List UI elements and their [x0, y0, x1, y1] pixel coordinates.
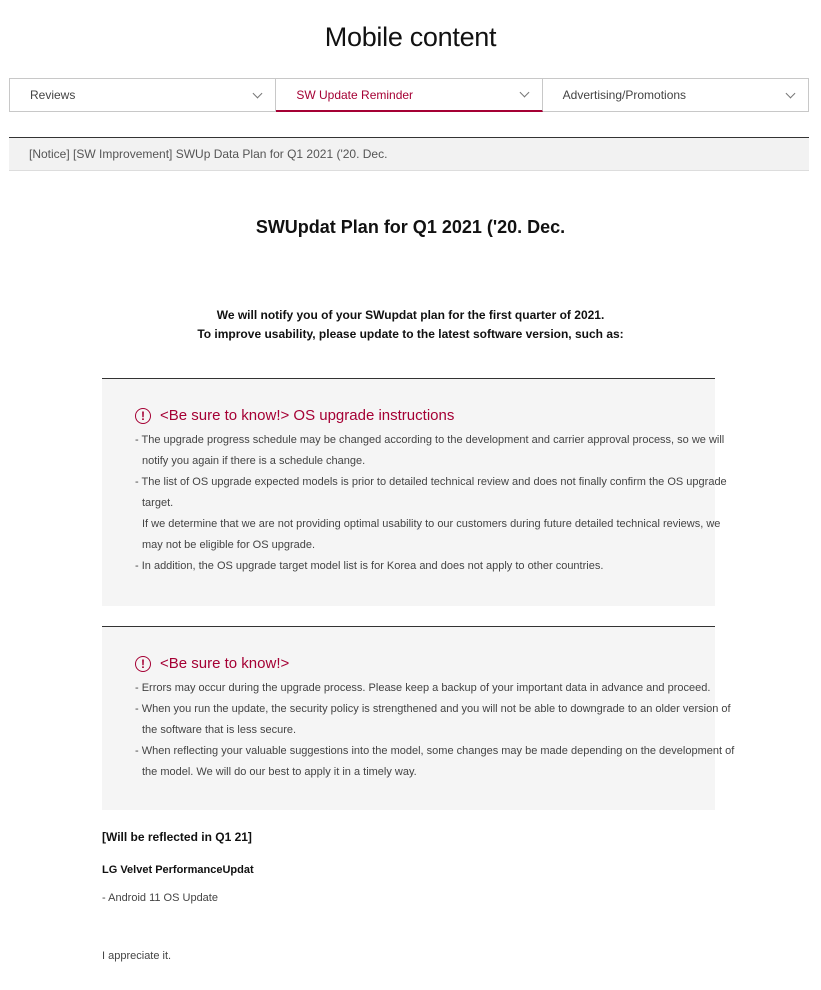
reflect-heading: [Will be reflected in Q1 21]: [102, 830, 252, 844]
exclamation-icon: !: [135, 656, 151, 672]
intro-line: To improve usability, please update to the latest software version, such as:: [197, 327, 624, 341]
tab-reviews[interactable]: [9, 78, 276, 112]
box-heading-text: <Be sure to know!>: [160, 655, 290, 672]
article-title: SWUpdat Plan for Q1 2021 ('20. Dec.: [255, 217, 566, 237]
page-title: Mobile content: [324, 22, 497, 52]
box-line: - Errors may occur during the upgrade process. Please keep a backup of your important data in advance and proceed.: [135, 682, 711, 694]
tab-sw-update-reminder[interactable]: [276, 78, 542, 112]
box-heading: [135, 407, 675, 424]
notice-title: [Notice] [SW Improvement] SWUp Data Plan for Q1 2021 ('20. Dec.: [29, 147, 388, 161]
tab-label: Reviews: [30, 88, 76, 102]
tab-advertising-promotions[interactable]: [543, 78, 809, 112]
box-line: - The list of OS upgrade expected models is prior to detailed technical review and does not finally confirm the OS upgrade: [135, 476, 727, 488]
chevron-down-icon: [786, 88, 796, 98]
box-line: the software that is less secure.: [142, 724, 297, 736]
box-line: notify you again if there is a schedule change.: [142, 455, 366, 467]
os-upgrade-instructions-box: [102, 378, 727, 606]
box-line: - When reflecting your valuable suggestions into the model, some changes may be made depending on the development of: [135, 745, 735, 757]
article-intro: [0, 306, 821, 344]
intro-line: We will notify you of your SWupdat plan for the first quarter of 2021.: [216, 308, 605, 322]
box-line: - When you run the update, the security policy is strengthened and you will not be able to downgrade to an older version of: [135, 703, 731, 715]
box-heading: [135, 655, 675, 672]
model-name: LG Velvet PerformanceUpdat: [102, 864, 254, 876]
box-heading-text: <Be sure to know!> OS upgrade instructions: [160, 407, 455, 424]
chevron-down-icon: [253, 88, 263, 98]
update-item: - Android 11 OS Update: [102, 892, 218, 904]
box-line: - In addition, the OS upgrade target model list is for Korea and does not apply to other countries.: [135, 560, 604, 572]
box-line: - The upgrade progress schedule may be changed according to the development and carrier approval process, so we will: [135, 434, 725, 446]
tab-label: Advertising/Promotions: [562, 88, 687, 102]
box-line: If we determine that we are not providing optimal usability to our customers during future detailed technical reviews, we: [142, 518, 721, 530]
closing-text: I appreciate it.: [102, 950, 172, 962]
category-tabs: [9, 78, 809, 112]
chevron-down-icon: [519, 88, 529, 98]
box-line: may not be eligible for OS upgrade.: [142, 539, 316, 551]
be-sure-to-know-box: [102, 626, 735, 810]
exclamation-icon: !: [135, 408, 151, 424]
notice-title-bar: [9, 137, 809, 171]
tab-label: SW Update Reminder: [296, 87, 414, 102]
box-line: the model. We will do our best to apply it in a timely way.: [142, 766, 417, 778]
box-line: target.: [142, 497, 174, 509]
